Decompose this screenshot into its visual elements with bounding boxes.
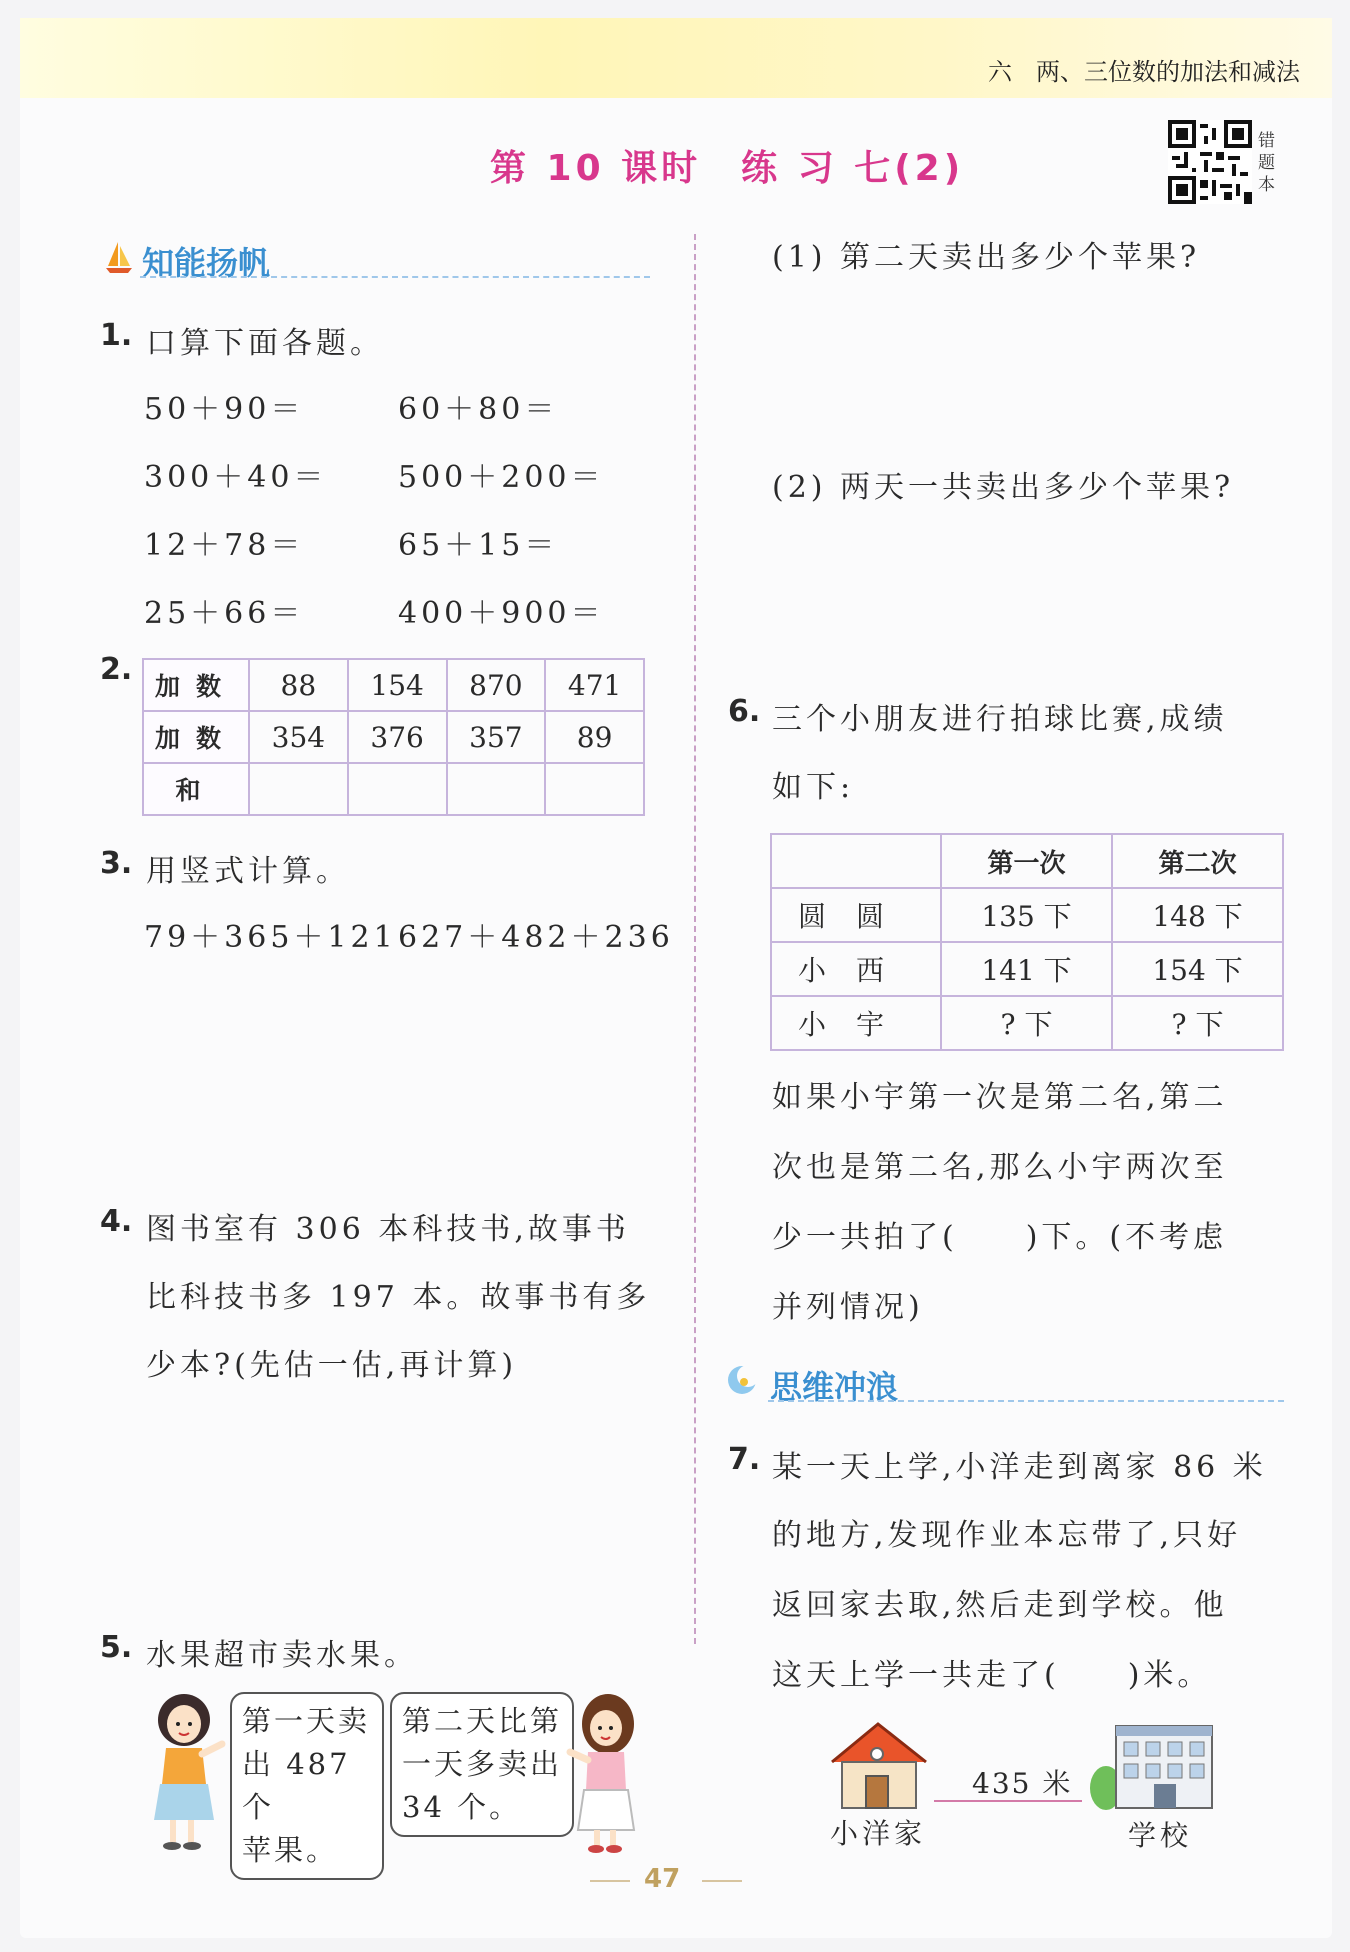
section-title-basic: 知能扬帆 (142, 244, 271, 282)
question-text-line: 这天上学一共走了( )米。 (772, 1658, 1212, 1693)
bubble-line: 第一天卖 (242, 1704, 371, 1738)
home-label: 小洋家 (830, 1817, 927, 1850)
table-cell: 89 (545, 711, 644, 763)
question-text-line: 如下: (772, 770, 855, 805)
question-number: 1. (100, 318, 133, 353)
table-row (143, 711, 644, 763)
oral-calc-item: 60＋80＝ (398, 392, 559, 427)
table-cell: ? 下 (941, 996, 1112, 1050)
question-text-line: 如果小宇第一次是第二名,第二 (772, 1080, 1228, 1115)
chapter-title: 六 两、三位数的加法和减法 (988, 58, 1300, 86)
oral-calc-item: 50＋90＝ (144, 392, 305, 427)
table-header: 第二次 (1112, 834, 1283, 888)
sub-question: (2) 两天一共卖出多少个苹果? (772, 470, 1235, 505)
question-text-line: 返回家去取,然后走到学校。他 (772, 1588, 1228, 1623)
question-number: 3. (100, 846, 133, 881)
answer-cell[interactable] (447, 763, 546, 815)
qr-code-icon[interactable] (1168, 120, 1252, 204)
table-cell: 354 (249, 711, 348, 763)
score-table (770, 833, 1284, 1051)
table-cell: 376 (348, 711, 447, 763)
page-number-rule (702, 1880, 742, 1882)
player-name: 圆圆 (771, 888, 941, 942)
table-cell: 88 (249, 659, 348, 711)
question-text-line: 的地方,发现作业本忘带了,只好 (772, 1518, 1242, 1553)
question-text-line: 少本?(先估一估,再计算) (146, 1348, 518, 1383)
question-number: 6. (728, 694, 761, 729)
column-divider (694, 234, 696, 1644)
section-underline (768, 1400, 1284, 1402)
row-label: 加数 (143, 659, 249, 711)
section-title-advanced: 思维冲浪 (770, 1368, 899, 1406)
question-number: 4. (100, 1204, 133, 1239)
addition-table (142, 658, 645, 816)
wrong-book-label[interactable]: 错题本 (1258, 131, 1275, 195)
table-cell: 471 (545, 659, 644, 711)
page-number-rule (590, 1880, 630, 1882)
table-row (771, 996, 1283, 1050)
table-row (771, 888, 1283, 942)
table-cell: 148 下 (1112, 888, 1283, 942)
answer-cell[interactable] (249, 763, 348, 815)
table-cell: ? 下 (1112, 996, 1283, 1050)
speech-bubble-day1 (230, 1692, 384, 1880)
woman-illustration (564, 1690, 644, 1855)
player-name: 小宇 (771, 996, 941, 1050)
table-header (771, 834, 941, 888)
question-text-line: 并列情况) (772, 1290, 924, 1325)
answer-cell[interactable] (545, 763, 644, 815)
bubble-line: 第二天比第 (402, 1704, 563, 1738)
table-cell: 135 下 (941, 888, 1112, 942)
question-text-line: 比科技书多 197 本。故事书有多 (146, 1280, 651, 1315)
table-header: 第一次 (941, 834, 1112, 888)
distance-label: 435 米 (972, 1767, 1073, 1800)
table-cell: 870 (447, 659, 546, 711)
moon-icon (726, 1364, 758, 1396)
table-cell: 141 下 (941, 942, 1112, 996)
player-name: 小西 (771, 942, 941, 996)
question-title: 用竖式计算。 (146, 854, 350, 889)
table-row (143, 659, 644, 711)
question-text-line: 某一天上学,小洋走到离家 86 米 (772, 1450, 1267, 1485)
school-label: 学校 (1128, 1819, 1193, 1852)
vertical-calc-item: 627＋482＋236 (398, 920, 674, 955)
question-text-line: 三个小朋友进行拍球比赛,成绩 (772, 702, 1228, 737)
bubble-line: 一天多卖出 (402, 1747, 563, 1781)
oral-calc-item: 12＋78＝ (144, 528, 305, 563)
house-icon (826, 1718, 932, 1812)
question-text-line: 图书室有 306 本科技书,故事书 (146, 1212, 630, 1247)
question-number: 7. (728, 1442, 761, 1477)
lesson-title: 第 10 课时 练 习 七(2) (490, 148, 965, 189)
girl-illustration (148, 1688, 228, 1853)
table-row (771, 942, 1283, 996)
oral-calc-item: 500＋200＝ (398, 460, 605, 495)
page-number: 47 (644, 1864, 681, 1894)
table-row (771, 834, 1283, 888)
table-cell: 154 (348, 659, 447, 711)
oral-calc-item: 300＋40＝ (144, 460, 328, 495)
sub-question: (1) 第二天卖出多少个苹果? (772, 240, 1201, 275)
table-cell: 154 下 (1112, 942, 1283, 996)
oral-calc-item: 25＋66＝ (144, 596, 305, 631)
question-title: 水果超市卖水果。 (146, 1638, 418, 1673)
answer-cell[interactable] (348, 763, 447, 815)
school-icon (1088, 1718, 1224, 1812)
row-label: 和 (143, 763, 249, 815)
speech-bubble-day2 (390, 1692, 574, 1837)
table-row (143, 763, 644, 815)
oral-calc-item: 65＋15＝ (398, 528, 559, 563)
question-title: 口算下面各题。 (146, 326, 384, 361)
question-number: 2. (100, 652, 133, 687)
question-text-line: 少一共拍了( )下。(不考虑 (772, 1220, 1228, 1255)
vertical-calc-item: 79＋365＋121 (144, 920, 397, 955)
question-text-line: 次也是第二名,那么小宇两次至 (772, 1150, 1228, 1185)
question-number: 5. (100, 1630, 133, 1665)
section-underline (140, 276, 650, 278)
sailboat-icon (104, 240, 134, 274)
table-cell: 357 (447, 711, 546, 763)
oral-calc-item: 400＋900＝ (398, 596, 605, 631)
bubble-line: 出 487 个 (242, 1747, 351, 1824)
row-label: 加数 (143, 711, 249, 763)
bubble-line: 34 个。 (402, 1790, 522, 1824)
bubble-line: 苹果。 (242, 1833, 339, 1867)
